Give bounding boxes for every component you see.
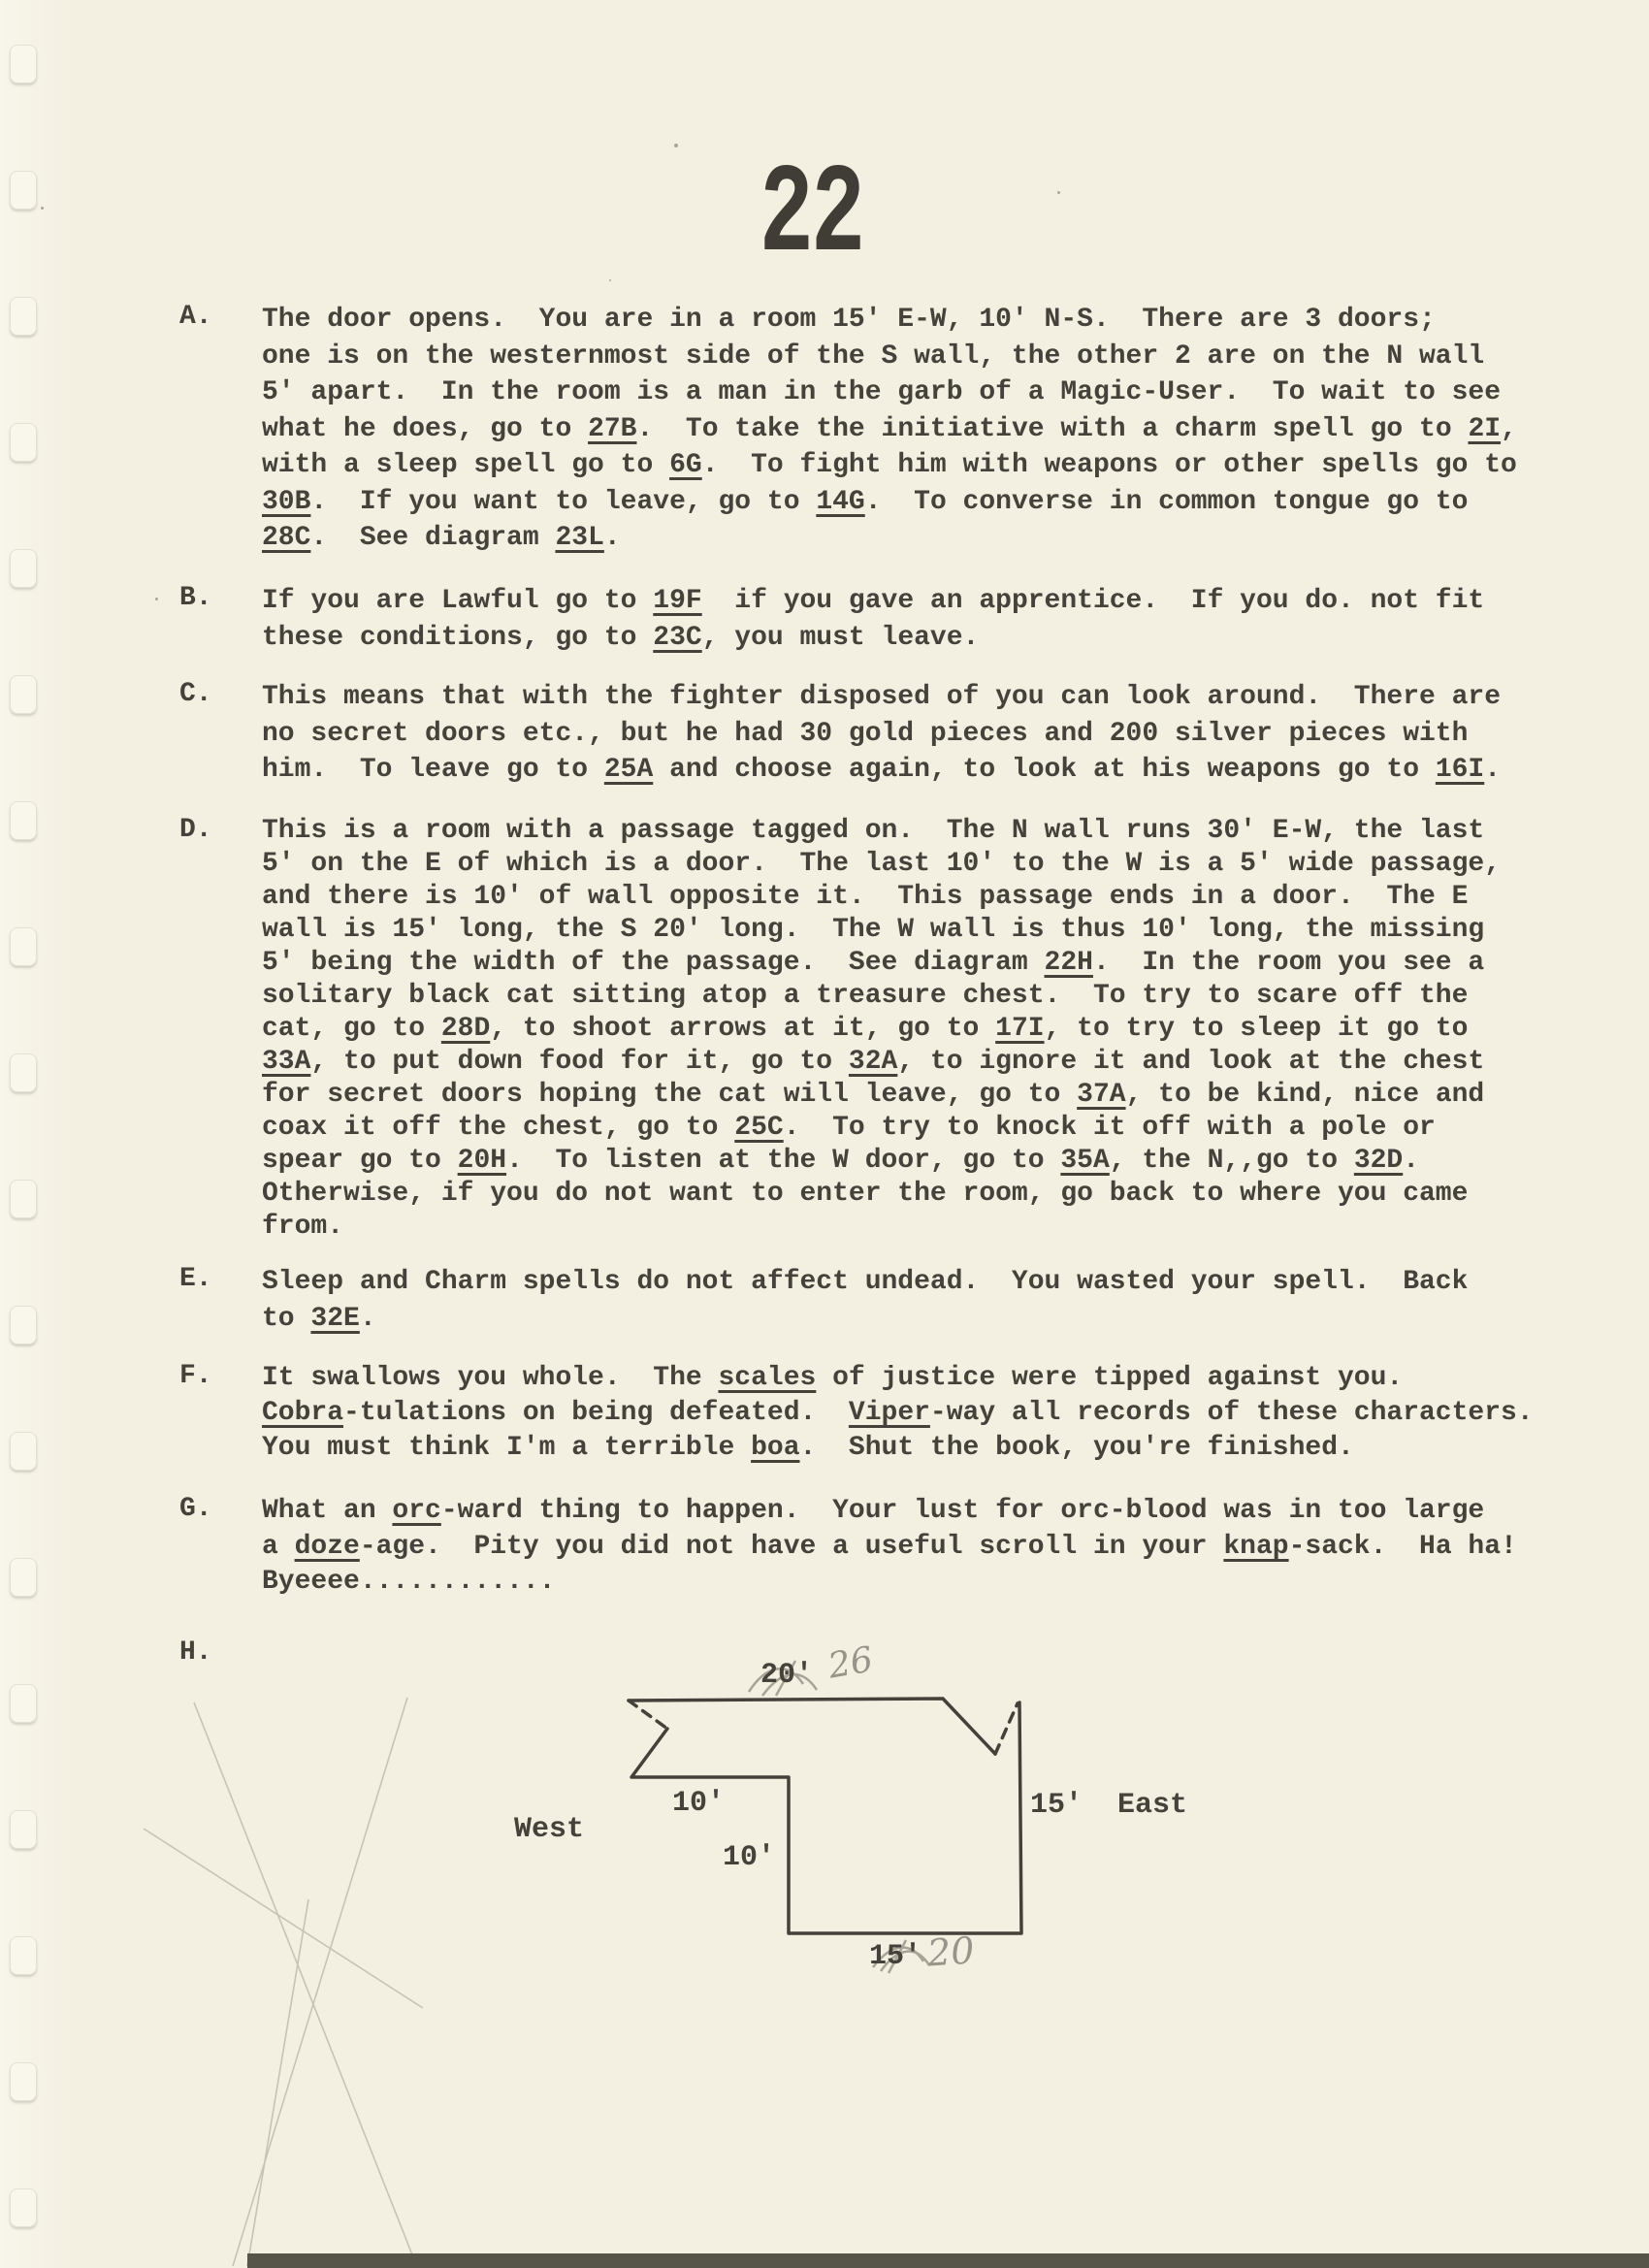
text-run: coax it off the chest, go to xyxy=(262,1113,735,1143)
binder-hole xyxy=(10,1936,37,1975)
section-reference: 33A xyxy=(262,1047,311,1077)
text-run: him. To leave go to xyxy=(262,755,604,785)
section-reference: 30B xyxy=(262,486,311,517)
text-run: 5' apart. In the room is a man in the garb of a Magic-User. To wait to see xyxy=(262,377,1502,407)
text-line xyxy=(262,374,1517,411)
text-line xyxy=(262,1013,1501,1046)
text-run: . In the room you see a xyxy=(1092,948,1485,978)
scan-speck xyxy=(41,207,44,210)
text-run: . To listen at the W door, go to xyxy=(506,1146,1061,1176)
section-reference: 28D xyxy=(440,1014,491,1044)
section-reference: 37A xyxy=(1077,1080,1126,1110)
text-run: cat, go to xyxy=(262,1014,441,1044)
compass-east-label: East xyxy=(1117,1789,1188,1822)
text-run: . To try to knock it off with a pole or xyxy=(783,1113,1436,1143)
text-run: no secret doors etc., but he had 30 gold pieces and 200 silver pieces with xyxy=(262,718,1469,749)
section-body xyxy=(262,815,1501,1244)
text-line xyxy=(262,447,1517,484)
section-body xyxy=(262,679,1501,789)
text-line xyxy=(262,1046,1501,1079)
section-reference: Cobra xyxy=(262,1398,344,1428)
bottom-wall-length-label: 15' xyxy=(869,1940,922,1973)
text-line xyxy=(262,752,1501,789)
section-reference: 19F xyxy=(653,586,702,616)
text-run: . To converse in common tongue go to xyxy=(864,486,1469,517)
scan-speck xyxy=(1057,191,1060,194)
text-line xyxy=(262,620,1484,657)
binder-hole xyxy=(10,1432,37,1471)
text-run: It swallows you whole. The xyxy=(262,1363,719,1393)
text-line xyxy=(262,411,1517,448)
text-run: and choose again, to look at his weapons go to xyxy=(653,755,1436,785)
section-reference: scales xyxy=(718,1363,817,1393)
binder-hole xyxy=(10,2188,37,2227)
text-line xyxy=(262,1494,1517,1530)
section-reference: knap xyxy=(1223,1531,1289,1562)
text-run: what he does, go to xyxy=(262,413,589,444)
text-run: The door opens. You are in a room 15' E-W, 10' N-S. There are 3 doors; xyxy=(262,305,1436,335)
text-line xyxy=(262,1178,1501,1211)
section-body xyxy=(262,1264,1468,1337)
binder-hole xyxy=(10,675,37,714)
section-reference: doze xyxy=(294,1531,360,1562)
section-reference: Viper xyxy=(848,1398,930,1428)
text-run: wall is 15' long, the S 20' long. The W wall is thus 10' long, the missing xyxy=(262,915,1485,945)
top-wall-length-label: 20' xyxy=(760,1659,814,1692)
section-reference: 6G xyxy=(669,450,702,480)
east-wall-length-label: 15' xyxy=(1030,1789,1083,1822)
text-run: with a sleep spell go to xyxy=(262,450,670,480)
handwritten-bottom-correction: 20 xyxy=(925,1928,976,1975)
text-line xyxy=(262,815,1501,848)
section-body xyxy=(262,1361,1534,1466)
text-line xyxy=(262,1431,1534,1466)
section-label: G. xyxy=(179,1494,212,1524)
binder-hole xyxy=(10,171,37,210)
section-reference: 20H xyxy=(457,1146,507,1176)
section-reference: 16I xyxy=(1435,755,1485,785)
section-body xyxy=(262,302,1517,557)
scan-speck xyxy=(155,598,158,600)
text-run: from. xyxy=(262,1212,344,1242)
section-label: H. xyxy=(179,1637,212,1668)
section-reference: 23C xyxy=(653,622,702,653)
text-run: , to try to sleep it go to xyxy=(1044,1014,1469,1044)
pencil-scratches xyxy=(144,1698,423,2266)
section-label: D. xyxy=(179,815,212,845)
binder-hole xyxy=(10,2062,37,2101)
binder-hole xyxy=(10,1306,37,1345)
text-line xyxy=(262,1264,1468,1301)
text-line xyxy=(262,947,1501,980)
door-dashes xyxy=(629,1701,1018,1754)
text-run: , to put down food for it, go to xyxy=(310,1047,849,1077)
binder-hole xyxy=(10,1810,37,1849)
section-reference: 35A xyxy=(1060,1146,1110,1176)
text-run: This means that with the fighter disposed of you can look around. There are xyxy=(262,682,1502,712)
text-line xyxy=(262,1112,1501,1145)
text-run: Byeeee............ xyxy=(262,1567,556,1597)
section-label: A. xyxy=(179,302,212,332)
text-run: spear go to xyxy=(262,1146,458,1176)
scan-speck xyxy=(609,279,611,281)
text-run: , xyxy=(1501,413,1517,444)
text-run: -ward thing to happen. Your lust for orc-blood was in too large xyxy=(440,1496,1485,1526)
text-line xyxy=(262,1301,1468,1338)
text-run: -sack. Ha ha! xyxy=(1288,1531,1517,1562)
section-body xyxy=(262,1494,1517,1601)
text-line xyxy=(262,679,1501,716)
binder-hole xyxy=(10,549,37,588)
text-run: , to be kind, nice and xyxy=(1125,1080,1485,1110)
text-line xyxy=(262,1361,1534,1396)
text-line xyxy=(262,1145,1501,1178)
text-line xyxy=(262,1396,1534,1431)
text-run: , the N,,go to xyxy=(1109,1146,1354,1176)
text-line xyxy=(262,1530,1517,1566)
text-line xyxy=(262,583,1484,620)
text-line xyxy=(262,302,1517,339)
text-run: solitary black cat sitting atop a treasure chest. To try to scare off the xyxy=(262,981,1469,1011)
binder-hole xyxy=(10,1558,37,1597)
text-run: . To fight him with weapons or other spells go to xyxy=(701,450,1517,480)
text-run: . See diagram xyxy=(310,523,556,553)
text-line xyxy=(262,980,1501,1013)
text-line xyxy=(262,520,1517,557)
text-run: one is on the westernmost side of the S wall, the other 2 are on the N wall xyxy=(262,340,1485,372)
binding-edge xyxy=(0,0,76,2268)
section-reference: 32A xyxy=(848,1047,898,1077)
compass-west-label: West xyxy=(514,1813,585,1846)
text-line xyxy=(262,484,1517,521)
section-body xyxy=(262,583,1484,656)
binder-hole xyxy=(10,801,37,840)
text-run: , you must leave. xyxy=(701,622,980,653)
section-reference: 28C xyxy=(262,523,311,553)
page-number: 22 xyxy=(759,146,863,288)
text-run: , to ignore it and look at the chest xyxy=(897,1047,1485,1077)
section-label: C. xyxy=(179,679,212,709)
text-run: 5' on the E of which is a door. The last 10' to the W is a 5' wide passage, xyxy=(262,849,1502,879)
binder-hole xyxy=(10,1684,37,1723)
section-reference: orc xyxy=(392,1496,441,1526)
text-line xyxy=(262,1211,1501,1244)
text-run: -way all records of these characters. xyxy=(929,1398,1534,1428)
text-run: for secret doors hoping the cat will leave, go to xyxy=(262,1080,1078,1110)
text-run: You must think I'm a terrible xyxy=(262,1433,752,1463)
section-label: F. xyxy=(179,1361,212,1391)
text-run: -age. Pity you did not have a useful scroll in your xyxy=(359,1531,1224,1562)
upper-wall-length-label: 10' xyxy=(672,1787,726,1820)
text-run: to xyxy=(262,1303,311,1334)
section-reference: boa xyxy=(751,1433,800,1463)
text-line xyxy=(262,914,1501,947)
text-run: If you are Lawful go to xyxy=(262,586,654,616)
binder-hole xyxy=(10,45,37,83)
binder-hole xyxy=(10,1180,37,1218)
binder-hole xyxy=(10,423,37,462)
text-run: . Shut the book, you're finished. xyxy=(799,1433,1354,1463)
text-line xyxy=(262,1079,1501,1112)
text-run: . xyxy=(1403,1146,1420,1176)
text-run: if you gave an apprentice. If you do. not fit xyxy=(701,586,1485,616)
text-line xyxy=(262,848,1501,881)
section-reference: 23L xyxy=(555,523,604,553)
section-reference: 22H xyxy=(1044,948,1093,978)
binder-hole xyxy=(10,1053,37,1092)
section-reference: 17I xyxy=(995,1014,1045,1044)
text-run: and there is 10' of wall opposite it. This passage ends in a door. The E xyxy=(262,882,1469,912)
text-run: . xyxy=(359,1303,376,1334)
text-line xyxy=(262,1565,1517,1601)
text-run: . xyxy=(603,523,621,553)
text-line xyxy=(262,881,1501,914)
text-run: . To take the initiative with a charm spell go to xyxy=(636,413,1469,444)
text-run: -tulations on being defeated. xyxy=(343,1398,849,1428)
text-run: . If you want to leave, go to xyxy=(310,486,817,517)
scan-edge-shadow xyxy=(247,2253,1649,2268)
section-label: E. xyxy=(179,1264,212,1294)
text-run: . xyxy=(1484,755,1502,785)
text-run: , to shoot arrows at it, go to xyxy=(490,1014,996,1044)
text-line xyxy=(262,339,1517,375)
text-line xyxy=(262,716,1501,753)
section-reference: 27B xyxy=(588,413,637,444)
section-reference: 32D xyxy=(1353,1146,1404,1176)
section-reference: 32E xyxy=(310,1303,360,1334)
section-reference: 2I xyxy=(1468,413,1502,444)
inner-wall-length-label: 10' xyxy=(723,1841,776,1874)
text-run: Sleep and Charm spells do not affect undead. You wasted your spell. Back xyxy=(262,1267,1469,1297)
section-label: B. xyxy=(179,583,212,613)
text-run: This is a room with a passage tagged on. The N wall runs 30' E-W, the last xyxy=(262,816,1485,846)
section-reference: 25A xyxy=(603,755,654,785)
section-reference: 25C xyxy=(734,1113,784,1143)
text-run: these conditions, go to xyxy=(262,622,654,653)
text-run: a xyxy=(262,1531,295,1562)
binder-hole xyxy=(10,297,37,336)
text-run: What an xyxy=(262,1496,393,1526)
binder-hole xyxy=(10,927,37,966)
text-run: Otherwise, if you do not want to enter the room, go back to where you came xyxy=(262,1179,1469,1209)
text-run: 5' being the width of the passage. See diagram xyxy=(262,948,1045,978)
text-run: of justice were tipped against you. xyxy=(816,1363,1404,1393)
section-reference: 14G xyxy=(816,486,865,517)
scan-speck xyxy=(674,144,678,147)
handwritten-top-correction: 26 xyxy=(824,1639,877,1687)
